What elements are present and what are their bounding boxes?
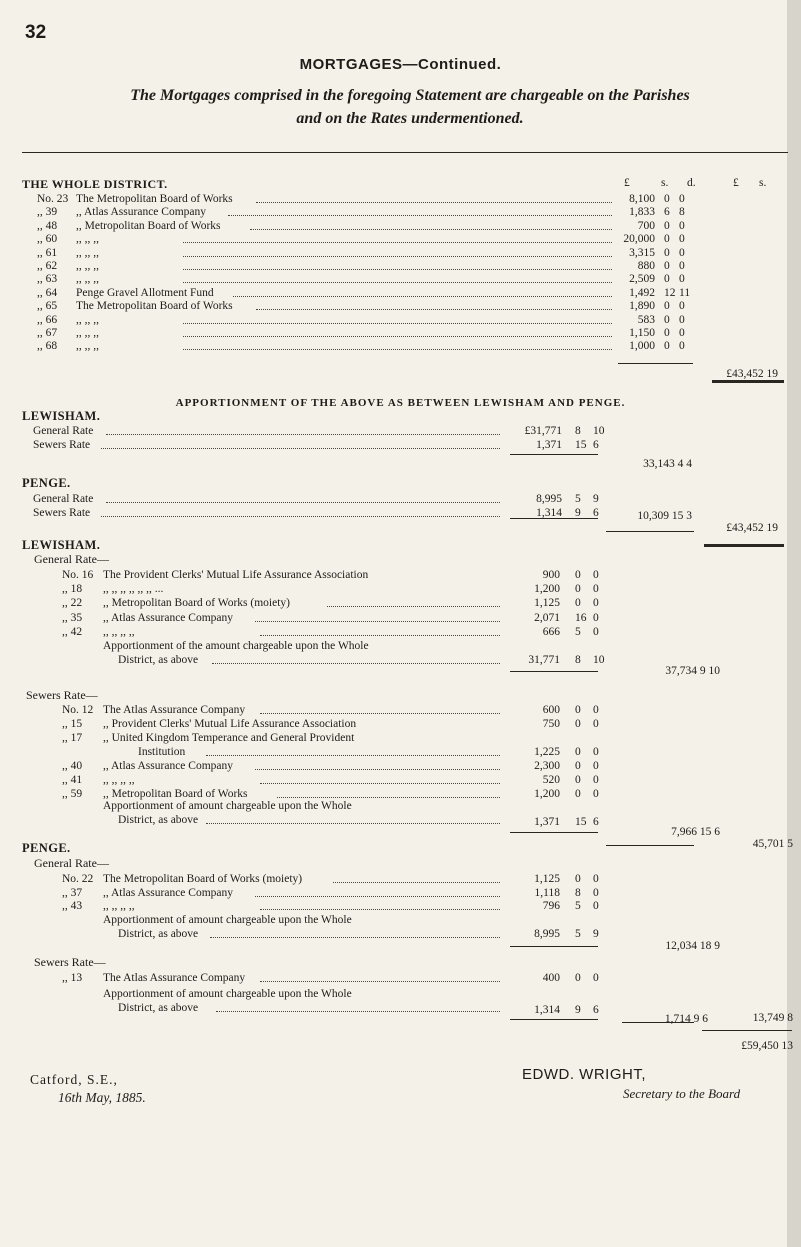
entry-description: The Atlas Assurance Company xyxy=(103,704,246,716)
pence-value: 0 xyxy=(679,246,685,259)
entry-description: General Rate xyxy=(33,493,94,505)
pence-value: 0 xyxy=(593,718,599,730)
entry-description: ,, ,, ,, xyxy=(76,246,99,259)
leader-dots xyxy=(260,981,500,982)
entry-number: ,, 68 xyxy=(37,340,58,353)
entry-description: ,, ,, ,, xyxy=(76,260,99,272)
entry-description: ,, Atlas Assurance Company xyxy=(103,886,233,899)
shillings-value: 12 xyxy=(664,286,676,299)
pounds-value: 2,509 xyxy=(629,273,655,286)
entry-number: ,, 48 xyxy=(37,219,58,232)
entry-description: ,, ,, ,, ,, xyxy=(103,625,135,638)
entry-description: The Provident Clerks' Mutual Life Assurance Association xyxy=(103,569,369,581)
entry-number: ,, 64 xyxy=(37,286,58,299)
leader-dots xyxy=(206,823,500,824)
leader-dots xyxy=(255,621,500,622)
pence-value: 0 xyxy=(679,313,685,326)
pounds-value: 1,314 xyxy=(536,507,562,519)
leader-dots xyxy=(255,896,500,897)
lewisham-general-row xyxy=(0,597,801,610)
pence-value: 0 xyxy=(679,219,685,232)
entry-number: ,, 41 xyxy=(62,774,83,786)
shillings-value: 15 xyxy=(575,439,587,451)
lewisham-sewers-row xyxy=(0,732,801,745)
lewisham-heading: LEWISHAM. xyxy=(22,409,101,423)
shillings-value: 0 xyxy=(575,774,581,786)
pounds-value: 1,371 xyxy=(536,439,562,451)
entry-number: ,, 61 xyxy=(37,246,58,259)
mortgage-row xyxy=(0,314,801,327)
apportionment-note-line: Apportionment of amount chargeable upon the Whole xyxy=(103,800,352,812)
pounds-value: 8,995 xyxy=(536,493,562,505)
lewisham-sewers-row xyxy=(0,704,801,717)
leader-dots xyxy=(260,713,500,714)
entry-number: ,, 22 xyxy=(62,597,83,610)
pounds-value: 750 xyxy=(542,718,560,730)
penge-general-row xyxy=(0,887,801,900)
shillings-value: 0 xyxy=(575,704,581,716)
entry-description: The Metropolitan Board of Works xyxy=(76,193,233,205)
entry-number: ,, 42 xyxy=(62,625,83,638)
pence-value: 0 xyxy=(593,611,599,624)
pence-value: 0 xyxy=(593,569,599,581)
shillings-value: 0 xyxy=(664,340,670,353)
leader-dots xyxy=(183,349,612,350)
pounds-value: 2,071 xyxy=(534,611,560,624)
footer-date: 16th May, 1885. xyxy=(58,1090,146,1105)
entry-number: No. 12 xyxy=(62,704,94,716)
entry-description: ,, Metropolitan Board of Works xyxy=(103,788,248,800)
mortgage-row xyxy=(0,327,801,340)
leader-dots xyxy=(216,1011,500,1012)
entry-number: ,, 18 xyxy=(62,583,83,596)
mortgage-row xyxy=(0,193,801,206)
entry-number: ,, 67 xyxy=(37,327,58,339)
penge-sewers-row xyxy=(0,972,801,985)
shillings-value: 16 xyxy=(575,611,587,624)
apportionment-note-line: Apportionment of amount chargeable upon the Whole xyxy=(103,914,352,926)
pounds-value: 583 xyxy=(637,313,655,326)
mortgage-row xyxy=(0,340,801,353)
entry-description: ,, ,, ,, xyxy=(76,233,99,246)
pence-value: 0 xyxy=(593,774,599,786)
lewisham-general-row xyxy=(0,612,801,625)
leader-dots xyxy=(228,215,612,216)
leader-dots xyxy=(183,256,612,257)
pence-value: 0 xyxy=(679,193,685,205)
shillings-value: 9 xyxy=(575,507,581,519)
pence-value: 0 xyxy=(593,900,599,912)
entry-number: ,, 17 xyxy=(62,732,83,744)
footer-signatory: EDWD. WRIGHT, xyxy=(522,1066,646,1083)
pence-value: 0 xyxy=(679,340,685,353)
apportionment-note-line: Apportionment of amount chargeable upon the Whole xyxy=(103,988,352,1000)
entry-description: Sewers Rate xyxy=(33,439,91,451)
shillings-value: 0 xyxy=(664,246,670,259)
mortgage-row xyxy=(0,273,801,286)
pence-value: 0 xyxy=(679,327,685,339)
col-header-pence: d. xyxy=(687,177,696,189)
leader-dots xyxy=(255,769,500,770)
shillings-value: 0 xyxy=(575,788,581,800)
pounds-value: 1,200 xyxy=(534,583,560,596)
shillings-value: 5 xyxy=(575,900,581,912)
shillings-value: 0 xyxy=(575,972,581,984)
leader-dots xyxy=(256,309,612,310)
subtotal-rule xyxy=(510,1019,598,1020)
leader-dots xyxy=(327,606,500,607)
entry-description: ,, United Kingdom Temperance and General Provident xyxy=(103,732,355,744)
leader-dots xyxy=(183,242,612,243)
penge-heading: PENGE. xyxy=(22,476,71,490)
pounds-value: 8,100 xyxy=(629,193,655,205)
apportionment-row xyxy=(0,439,801,452)
apportionment-row xyxy=(0,493,801,506)
entry-number: ,, 62 xyxy=(37,260,58,272)
pounds-value: 520 xyxy=(542,774,560,786)
entry-description: Institution xyxy=(138,746,186,758)
footer-office: Secretary to the Board xyxy=(623,1086,741,1101)
leader-dots xyxy=(260,909,500,910)
pence-value: 0 xyxy=(679,273,685,286)
title-rule xyxy=(22,152,788,153)
total-rule xyxy=(622,1022,694,1023)
pounds-value: 2,300 xyxy=(534,760,560,772)
shillings-value: 0 xyxy=(575,597,581,610)
leader-dots xyxy=(277,797,500,798)
penge-detail-heading: PENGE. xyxy=(22,841,71,855)
lewisham-total: 45,701 5 xyxy=(752,838,793,850)
entry-number: ,, 39 xyxy=(37,206,58,219)
entry-number: ,, 40 xyxy=(62,760,83,772)
shillings-value: 0 xyxy=(664,233,670,246)
pounds-value: 400 xyxy=(542,972,560,984)
leader-dots xyxy=(183,282,612,283)
entry-description: ,, Atlas Assurance Company xyxy=(76,206,206,219)
page-title: MORTGAGES—Continued. xyxy=(299,56,502,73)
apportionment-total: £43,452 19 xyxy=(726,522,778,534)
entry-description: ,, ,, ,, xyxy=(76,340,99,353)
pounds-value: 1,125 xyxy=(534,873,560,885)
shillings-value: 6 xyxy=(664,206,670,219)
penge-general-row xyxy=(0,873,801,886)
pence-value: 0 xyxy=(593,704,599,716)
subtotal-rule xyxy=(510,671,598,672)
leader-dots xyxy=(183,269,612,270)
pounds-value: £31,771 xyxy=(524,425,562,437)
grand-total-rule xyxy=(702,1030,792,1031)
pence-value: 0 xyxy=(593,625,599,638)
pence-value: 0 xyxy=(593,583,599,596)
sewers-rate-heading: Sewers Rate— xyxy=(26,688,98,702)
pounds-value: 796 xyxy=(542,900,560,912)
pence-value: 9 xyxy=(593,928,599,940)
mortgage-row xyxy=(0,220,801,233)
lewisham-general-row xyxy=(0,569,801,582)
apportionment-row xyxy=(0,425,801,438)
entry-description: ,, Provident Clerks' Mutual Life Assurance Association xyxy=(103,718,357,730)
total-rule xyxy=(618,363,693,364)
double-rule xyxy=(704,544,784,547)
pence-value: 0 xyxy=(593,886,599,899)
mortgage-row xyxy=(0,206,801,219)
apportionment-note-line: District, as above xyxy=(118,928,199,940)
shillings-value: 5 xyxy=(575,928,581,940)
shillings-value: 0 xyxy=(575,746,581,758)
pounds-value: 700 xyxy=(637,219,655,232)
apportionment-note-line: District, as above xyxy=(118,1002,199,1014)
penge-subtotal: 10,309 15 3 xyxy=(637,510,692,522)
pounds-value: 1,200 xyxy=(534,788,560,800)
entry-description: ,, ,, ,, ,, xyxy=(103,900,135,912)
pence-value: 10 xyxy=(593,425,605,437)
pence-value: 9 xyxy=(593,493,599,505)
pence-value: 6 xyxy=(593,1004,599,1016)
lewisham-general-row xyxy=(0,583,801,596)
pounds-value: 1,890 xyxy=(629,300,655,313)
entry-description: ,, ,, ,, xyxy=(76,313,99,326)
leader-dots xyxy=(256,202,612,203)
total-rule xyxy=(606,845,694,846)
entry-number: ,, 59 xyxy=(62,788,83,800)
col-header-pounds-total: £ xyxy=(733,177,739,189)
leader-dots xyxy=(183,336,612,337)
entry-description: ,, ,, ,, xyxy=(76,273,99,286)
apportionment-note-line: District, as above xyxy=(118,814,199,826)
entry-description: ,, Metropolitan Board of Works xyxy=(76,219,221,232)
pounds-value: 600 xyxy=(542,704,560,716)
penge-general-row xyxy=(0,900,801,913)
pence-value: 0 xyxy=(679,260,685,272)
entry-description: Penge Gravel Allotment Fund xyxy=(76,286,214,299)
apportionment-note-line: Apportionment of the amount chargeable upon the Whole xyxy=(103,640,369,652)
leader-dots xyxy=(183,323,612,324)
intro-line-1: The Mortgages comprised in the foregoing Statement are chargeable on the Parishes xyxy=(130,87,690,104)
shillings-value: 8 xyxy=(575,425,581,437)
pence-value: 0 xyxy=(593,746,599,758)
intro-line-2: and on the Rates undermentioned. xyxy=(296,110,524,127)
pounds-value: 666 xyxy=(542,625,560,638)
shillings-value: 0 xyxy=(664,260,670,272)
col-header-pounds: £ xyxy=(624,177,630,189)
shillings-value: 0 xyxy=(575,760,581,772)
pounds-value: 1,225 xyxy=(534,746,560,758)
mortgage-row xyxy=(0,300,801,313)
leader-dots xyxy=(260,783,500,784)
penge-sewers-subtotal: 1,714 9 6 xyxy=(664,1013,708,1025)
shillings-value: 8 xyxy=(575,654,581,666)
leader-dots xyxy=(101,516,500,517)
penge-general-subtotal: 12,034 18 9 xyxy=(665,940,720,952)
leader-dots xyxy=(250,229,612,230)
apportionment-heading: APPORTIONMENT OF THE ABOVE AS BETWEEN LEWISHAM AND PENGE. xyxy=(175,397,626,409)
lewisham-subtotal: 33,143 4 4 xyxy=(643,458,692,470)
lewisham-general-row xyxy=(0,626,801,639)
mortgage-row xyxy=(0,233,801,246)
entry-number: ,, 43 xyxy=(62,900,83,912)
pounds-value: 20,000 xyxy=(623,233,655,246)
shillings-value: 9 xyxy=(575,1004,581,1016)
shillings-value: 0 xyxy=(575,873,581,885)
pounds-value: 3,315 xyxy=(629,246,655,259)
pence-value: 0 xyxy=(593,788,599,800)
shillings-value: 0 xyxy=(575,569,581,581)
mortgage-row xyxy=(0,287,801,300)
pence-value: 6 xyxy=(593,439,599,451)
pounds-value: 8,995 xyxy=(534,928,560,940)
shillings-value: 0 xyxy=(664,313,670,326)
pounds-value: 1,118 xyxy=(534,886,560,899)
lewisham-sewers-row xyxy=(0,718,801,731)
leader-dots xyxy=(260,635,500,636)
entry-description: General Rate xyxy=(33,425,94,437)
leader-dots xyxy=(106,502,500,503)
leader-dots xyxy=(106,434,500,435)
entry-number: ,, 63 xyxy=(37,273,58,286)
shillings-value: 8 xyxy=(575,886,581,899)
pounds-value: 1,371 xyxy=(534,816,560,828)
entry-description: ,, Metropolitan Board of Works (moiety) xyxy=(103,597,290,610)
lewisham-sewers-row xyxy=(0,746,801,759)
mortgage-row xyxy=(0,247,801,260)
lewisham-detail-heading: LEWISHAM. xyxy=(22,538,101,552)
pounds-value: 1,492 xyxy=(629,286,655,299)
apportionment-note-line: District, as above xyxy=(118,654,199,666)
entry-number: ,, 15 xyxy=(62,718,83,730)
entry-description: The Atlas Assurance Company xyxy=(103,972,246,984)
subtotal-rule xyxy=(510,832,598,833)
shillings-value: 0 xyxy=(664,273,670,286)
shillings-value: 5 xyxy=(575,625,581,638)
shillings-value: 0 xyxy=(575,583,581,596)
pounds-value: 880 xyxy=(637,260,655,272)
pence-value: 0 xyxy=(679,300,685,313)
col-header-shillings-total: s. xyxy=(759,177,767,189)
shillings-value: 0 xyxy=(575,718,581,730)
entry-description: ,, ,, ,, ,, ,, ,, ... xyxy=(103,583,164,596)
grand-total: £59,450 13 xyxy=(741,1040,793,1052)
pence-value: 0 xyxy=(679,233,685,246)
general-rate-heading: General Rate— xyxy=(34,552,109,566)
footer-place: Catford, S.E., xyxy=(30,1072,118,1087)
pence-value: 0 xyxy=(593,972,599,984)
double-rule xyxy=(712,380,784,383)
intro-text xyxy=(30,84,790,130)
leader-dots xyxy=(206,755,500,756)
pence-value: 8 xyxy=(679,206,685,219)
shillings-value: 0 xyxy=(664,219,670,232)
subtotal-rule xyxy=(510,946,598,947)
shillings-value: 0 xyxy=(664,327,670,339)
page-number: 32 xyxy=(25,22,47,43)
entry-description: The Metropolitan Board of Works xyxy=(76,300,233,313)
shillings-value: 5 xyxy=(575,493,581,505)
lewisham-sewers-row xyxy=(0,760,801,773)
leader-dots xyxy=(212,663,500,664)
entry-number: ,, 35 xyxy=(62,611,83,624)
shillings-value: 0 xyxy=(664,193,670,205)
general-rate-heading: General Rate— xyxy=(34,856,109,870)
sewers-rate-heading: Sewers Rate— xyxy=(34,955,106,969)
pence-value: 6 xyxy=(593,507,599,519)
pounds-value: 900 xyxy=(542,569,560,581)
entry-number: No. 23 xyxy=(37,193,69,205)
pence-value: 0 xyxy=(593,873,599,885)
col-header-shillings: s. xyxy=(661,177,669,189)
lewisham-sewers-subtotal: 7,966 15 6 xyxy=(671,826,720,838)
pence-value: 0 xyxy=(593,597,599,610)
leader-dots xyxy=(101,448,500,449)
leader-dots xyxy=(333,882,500,883)
entry-number: ,, 66 xyxy=(37,313,58,326)
entry-number: ,, 65 xyxy=(37,300,58,313)
pounds-value: 1,125 xyxy=(534,597,560,610)
entry-number: ,, 60 xyxy=(37,233,58,246)
entry-description: ,, Atlas Assurance Company xyxy=(103,760,233,772)
lewisham-sewers-row xyxy=(0,774,801,787)
entry-number: No. 22 xyxy=(62,873,94,885)
pence-value: 10 xyxy=(593,654,605,666)
leader-dots xyxy=(233,296,612,297)
whole-district-heading: THE WHOLE DISTRICT. xyxy=(22,177,168,191)
entry-description: The Metropolitan Board of Works (moiety) xyxy=(103,873,303,885)
entry-description: ,, ,, ,, xyxy=(76,327,99,339)
entry-description: ,, Atlas Assurance Company xyxy=(103,611,233,624)
entry-description: Sewers Rate xyxy=(33,507,91,519)
entry-number: No. 16 xyxy=(62,569,94,581)
pounds-value: 1,833 xyxy=(629,206,655,219)
pence-value: 0 xyxy=(593,760,599,772)
lewisham-general-subtotal: 37,734 9 10 xyxy=(665,665,720,677)
shillings-value: 15 xyxy=(575,816,587,828)
subtotal-rule xyxy=(510,454,598,455)
entry-number: ,, 13 xyxy=(62,972,83,984)
entry-number: ,, 37 xyxy=(62,886,83,899)
penge-total: 13,749 8 xyxy=(752,1012,793,1024)
total-rule xyxy=(606,531,694,532)
subtotal-rule xyxy=(510,518,598,519)
pence-value: 11 xyxy=(679,286,691,299)
pounds-value: 1,000 xyxy=(629,340,655,353)
mortgage-row xyxy=(0,260,801,273)
entry-description: ,, ,, ,, ,, xyxy=(103,774,135,786)
pence-value: 6 xyxy=(593,816,599,828)
pounds-value: 1,150 xyxy=(629,327,655,339)
pounds-value: 31,771 xyxy=(528,654,560,666)
pounds-value: 1,314 xyxy=(534,1004,560,1016)
whole-district-total: £43,452 19 xyxy=(726,368,778,380)
shillings-value: 0 xyxy=(664,300,670,313)
leader-dots xyxy=(210,937,500,938)
